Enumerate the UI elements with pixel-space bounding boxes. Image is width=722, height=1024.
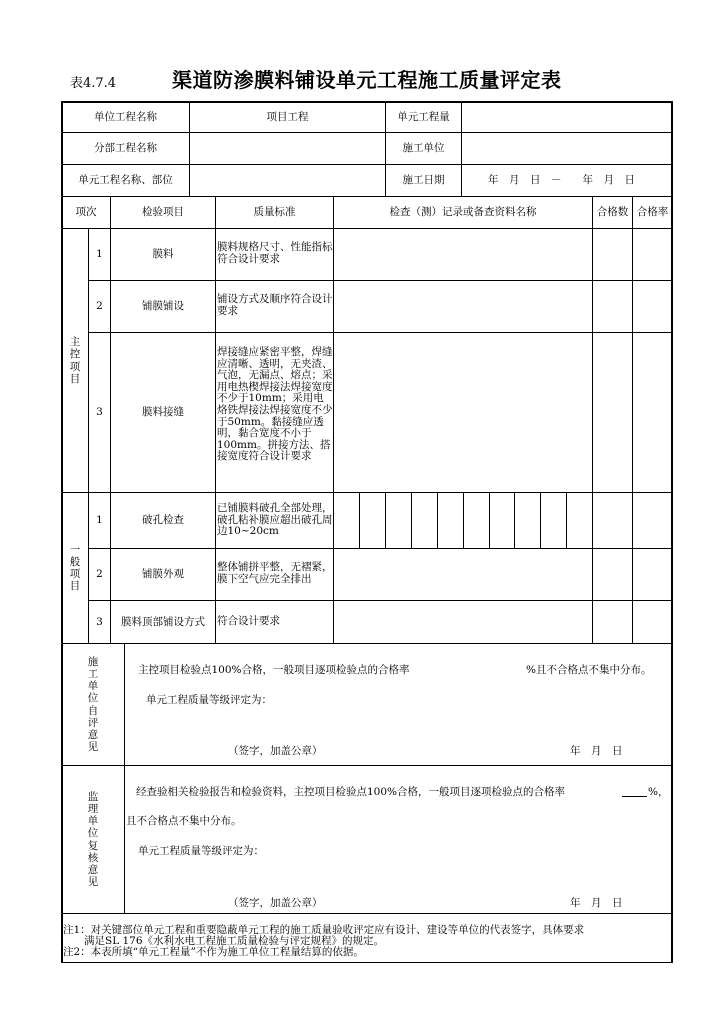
col-records: 检查（测）记录或备查资料名称 <box>389 206 537 219</box>
col-line <box>592 196 593 643</box>
note-1b: 满足SL 176《水利水电工程施工质量检验与评定规程》的规定。 <box>63 935 385 947</box>
col-line <box>124 643 125 913</box>
col-line <box>359 492 360 548</box>
page-title: 渠道防渗膜料铺设单元工程施工质量评定表 <box>172 68 562 92</box>
col-line <box>489 492 490 548</box>
contractor-opinion-label-text: 施工单位自评意见 <box>87 656 99 753</box>
contractor-opinion-label <box>62 644 124 765</box>
contractor-date: 年 月 日 <box>570 745 623 757</box>
date-label: 施工日期 <box>402 174 445 187</box>
unit-project-value: 项目工程 <box>266 110 309 123</box>
general-item-name: 破孔检查 <box>142 514 184 527</box>
col-item-no: 项次 <box>75 206 97 219</box>
main-item-name: 膜料 <box>152 248 174 261</box>
main-item-no: 3 <box>96 406 103 419</box>
title-row <box>0 64 722 94</box>
table-number: 表4.7.4 <box>70 76 117 91</box>
contractor-sign: （签字，加盖公章） <box>228 745 323 757</box>
supervisor-line1: 经查验相关检验报告和检验资料，主控项目检验点100%合格，一般项目逐项检验点的合格率 <box>136 786 566 798</box>
main-item-no: 1 <box>96 248 103 261</box>
supervisor-sign: （签字，加盖公章） <box>228 897 323 909</box>
general-item-std: 整体铺拼平整，无褶紧，膜下空气应完全排出 <box>217 561 333 585</box>
main-item-no: 2 <box>96 300 103 313</box>
supervisor-line1-tail: %， <box>648 786 669 798</box>
general-item-std: 符合设计要求 <box>217 615 280 627</box>
main-item-std: 膜料规格尺寸、性能指标符合设计要求 <box>217 241 333 265</box>
contractor-line1: 主控项目检验点100%合格，一般项目逐项检验点的合格率 <box>138 664 410 676</box>
col-line <box>514 492 515 548</box>
col-pass-count: 合格数 <box>596 206 629 219</box>
supervisor-opinion-label-text: 监理单位复核意见 <box>87 791 99 888</box>
general-group-label <box>62 493 88 643</box>
general-item-std: 已铺膜料破孔全部处理，破孔粘补膜应超出破孔周边10~20cm <box>217 502 333 538</box>
supervisor-date: 年 月 日 <box>570 897 623 909</box>
row-line <box>61 643 672 644</box>
element-label: 单元工程名称、部位 <box>78 174 173 187</box>
general-group-label-text: 一般项目 <box>69 543 81 593</box>
general-item-no: 3 <box>96 615 103 628</box>
note-2: 注2：本表所填“单元工程量”不作为施工单位工程量结算的依据。 <box>63 946 364 958</box>
rate-blank-underline <box>622 796 647 797</box>
general-item-no: 1 <box>96 514 103 527</box>
row-line <box>61 765 672 766</box>
supervisor-line2: 且不合格点不集中分布。 <box>126 815 242 827</box>
col-line <box>411 492 412 548</box>
general-item-name: 铺膜外观 <box>142 568 184 581</box>
general-item-no: 2 <box>96 568 103 581</box>
main-item-std: 焊接缝应紧密平整，焊缝应清晰、透明，无夹渣、气泡，无漏点、熔点；采用电热楔焊接法焊接宽度不少于10mm；采用电烙铁焊接法焊接宽度不少于50mm。黏接缝应透明，黏合宽度不小于100mm。拼接方法、搭接宽度符合设计要求 <box>217 346 333 463</box>
col-pass-rate: 合格率 <box>636 206 669 219</box>
col-line <box>463 492 464 548</box>
contractor-line1-tail: %且不合格点不集中分布。 <box>526 664 652 676</box>
unit-quantity-label: 单元工程量 <box>397 110 450 123</box>
note-1a: 注1：对关键部位单元工程和重要隐蔽单元工程的施工质量验收评定应有设计、建设等单位的代表签字，具体要求 <box>63 924 585 936</box>
contractor-grade-line: 单元工程质量等级评定为： <box>146 694 272 706</box>
frame-right <box>671 101 673 963</box>
col-line <box>632 196 633 643</box>
col-line <box>566 492 567 548</box>
col-line <box>215 196 216 643</box>
date-value: 年 月 日 － 年 月 日 <box>488 174 635 187</box>
col-check-item: 检验项目 <box>142 206 184 219</box>
general-item-name: 膜料顶部铺设方式 <box>121 615 205 628</box>
unit-project-label: 单位工程名称 <box>94 110 157 123</box>
supervisor-opinion-label <box>62 766 124 913</box>
col-line <box>385 492 386 548</box>
main-item-name: 膜料接缝 <box>142 406 184 419</box>
main-item-std: 铺设方式及顺序符合设计要求 <box>217 293 333 317</box>
main-item-name: 铺膜铺设 <box>142 300 184 313</box>
col-line <box>333 196 334 643</box>
supervisor-grade-line: 单元工程质量等级评定为： <box>138 845 264 857</box>
main-group-label-text: 主控项目 <box>69 336 81 385</box>
col-quality-std: 质量标准 <box>253 206 296 219</box>
col-line <box>540 492 541 548</box>
row-line <box>61 913 672 914</box>
main-group-label <box>62 229 88 492</box>
col-line <box>437 492 438 548</box>
sub-project-label: 分部工程名称 <box>94 142 157 155</box>
contractor-label: 施工单位 <box>402 142 445 155</box>
frame-bottom <box>61 962 673 963</box>
